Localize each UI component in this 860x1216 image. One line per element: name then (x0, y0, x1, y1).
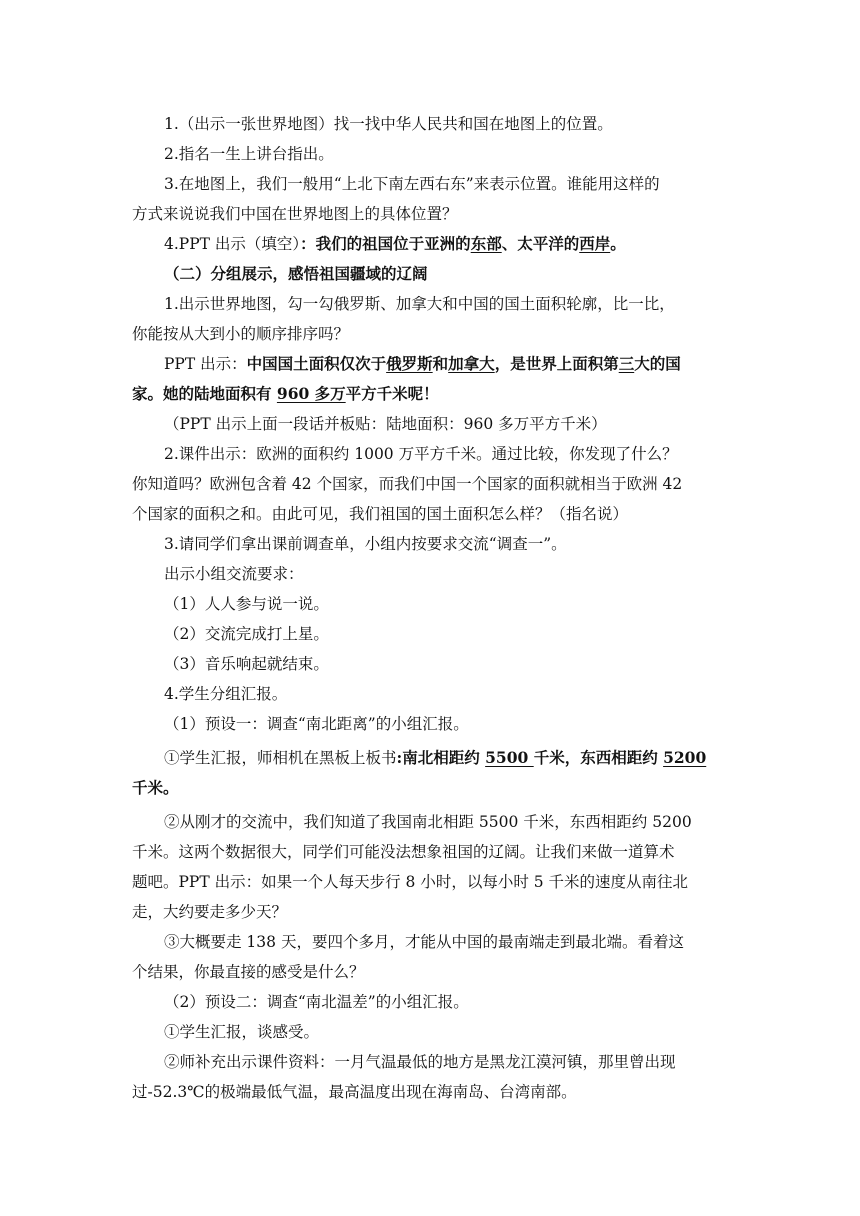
bold-text-run: 大的国 (634, 354, 681, 373)
answer-blank: 三 (618, 354, 635, 373)
paragraph-line (0, 902, 860, 922)
paragraph-line (0, 474, 860, 494)
text-run: （3）音乐响起就结束。 (164, 655, 329, 673)
text-run: 2.指名一生上讲台指出。 (164, 145, 334, 163)
text-run: 方式来说说我们中国在世界地图上的具体位置？ (132, 205, 458, 223)
answer-blank: 西岸 (579, 234, 611, 253)
list-item (0, 654, 860, 674)
text-run: ①学生汇报，谈感受。 (164, 1023, 320, 1041)
text-run: ②从刚才的交流中，我们知道了我国南北相距 5500 千米，东西相距约 5200 (164, 813, 692, 831)
text-run: 1.出示世界地图，勾一勾俄罗斯、加拿大和中国的国土面积轮廓，比一比， (164, 295, 675, 313)
paragraph-line (0, 204, 860, 224)
paragraph-line (0, 812, 860, 832)
paragraph-line (0, 504, 860, 524)
text-run: 个结果，你最直接的感受是什么？ (132, 963, 365, 981)
text-run: 1.（出示一张世界地图）找一找中华人民共和国在地图上的位置。 (164, 115, 613, 133)
heading-text: （二）分组展示，感悟祖国疆域的辽阔 (164, 264, 428, 283)
paragraph-line (0, 962, 860, 982)
text-run: 千米。这两个数据很大，同学们可能没法想象祖国的辽阔。让我们来做一道算术 (132, 843, 675, 861)
answer-blank: 俄罗斯 (386, 354, 433, 373)
text-run: ①学生汇报，师相机在黑板上板书 (164, 749, 397, 767)
paragraph-line (0, 1022, 860, 1042)
paragraph-line (0, 294, 860, 314)
paragraph-line (0, 714, 860, 734)
paragraph-line (0, 144, 860, 164)
paragraph-line (0, 234, 860, 254)
text-run: 4.学生分组汇报。 (164, 685, 288, 703)
text-run: 出示小组交流要求： (164, 565, 304, 583)
text-run: （1）人人参与说一说。 (164, 595, 329, 613)
text-run: PPT 出示： (164, 355, 247, 373)
bold-text-run: 平方千米呢！ (345, 384, 439, 403)
paragraph-line (0, 384, 860, 404)
bold-text-run: 、太平洋的 (501, 234, 580, 253)
paragraph-line (0, 564, 860, 584)
text-run: 走，大约要走多少天？ (132, 903, 288, 921)
paragraph-line (0, 872, 860, 892)
text-run: ③大概要走 138 天，要四个多月，才能从中国的最南端走到最北端。看着这 (164, 933, 684, 951)
paragraph-line (0, 444, 860, 464)
paragraph-line (0, 174, 860, 194)
paragraph-line (0, 114, 860, 134)
section-heading (0, 264, 860, 284)
answer-blank: 加拿大 (448, 354, 495, 373)
text-run: （2）交流完成打上星。 (164, 625, 329, 643)
list-item (0, 624, 860, 644)
paragraph-line (0, 354, 860, 374)
paragraph-line (0, 534, 860, 554)
text-run: 个国家的面积之和。由此可见，我们祖国的国土面积怎么样？（指名说） (132, 505, 629, 523)
answer-blank: 东部 (470, 234, 502, 253)
text-run: 你知道吗？欧洲包含着 42 个国家，而我们中国一个国家的面积就相当于欧洲 42 (132, 475, 683, 493)
text-run: ②师补充出示课件资料：一月气温最低的地方是黑龙江漠河镇，那里曾出现 (164, 1053, 676, 1071)
paragraph-line (0, 684, 860, 704)
paragraph-line (0, 324, 860, 344)
text-run: （PPT 出示上面一段话并板贴：陆地面积：960 多万平方千米） (164, 415, 607, 433)
text-run: 2.课件出示：欧洲的面积约 1000 万平方千米。通过比较，你发现了什么？ (164, 445, 678, 463)
bold-text-run: :南北相距约 (396, 748, 486, 767)
paragraph-line (0, 842, 860, 862)
bold-text-run: ，是世界上面积第 (494, 354, 619, 373)
answer-blank: 5500 (485, 748, 534, 767)
paragraph-line (0, 1052, 860, 1072)
text-run: 3.请同学们拿出课前调查单，小组内按要求交流“调查一”。 (164, 535, 567, 553)
paragraph-line (0, 992, 860, 1012)
list-item (0, 594, 860, 614)
text-run: （2）预设二：调查“南北温差”的小组汇报。 (164, 993, 469, 1011)
bold-text-run: 千米，东西相距约 (533, 748, 664, 767)
text-run: 4.PPT 出示（填空） (164, 235, 301, 253)
answer-blank: 960 多万 (276, 384, 346, 403)
bold-text-run: 中国国土面积仅次于 (246, 354, 387, 373)
bold-text-run: ：我们的祖国位于亚洲的 (300, 234, 471, 253)
bold-text-run: 家。她的陆地面积有 (132, 384, 277, 403)
paragraph-line (0, 414, 860, 434)
text-run: 题吧。PPT 出示：如果一个人每天步行 8 小时，以每小时 5 千米的速度从南往北 (132, 873, 689, 891)
text-run: （1）预设一：调查“南北距离”的小组汇报。 (164, 715, 469, 733)
bold-text-run: 千米。 (132, 778, 179, 797)
paragraph-line (0, 932, 860, 952)
bold-text-run: 。 (610, 234, 626, 253)
bold-text-run: 和 (432, 354, 449, 373)
text-run: 过-52.3℃的极端最低气温，最高温度出现在海南岛、台湾南部。 (132, 1083, 577, 1101)
paragraph-line (0, 778, 860, 798)
text-run: 3.在地图上，我们一般用“上北下南左西右东”来表示位置。谁能用这样的 (164, 175, 660, 193)
paragraph-line (0, 748, 860, 768)
text-run: 你能按从大到小的顺序排序吗？ (132, 325, 350, 343)
paragraph-line (0, 1082, 860, 1102)
answer-blank: 5200 (663, 748, 707, 767)
